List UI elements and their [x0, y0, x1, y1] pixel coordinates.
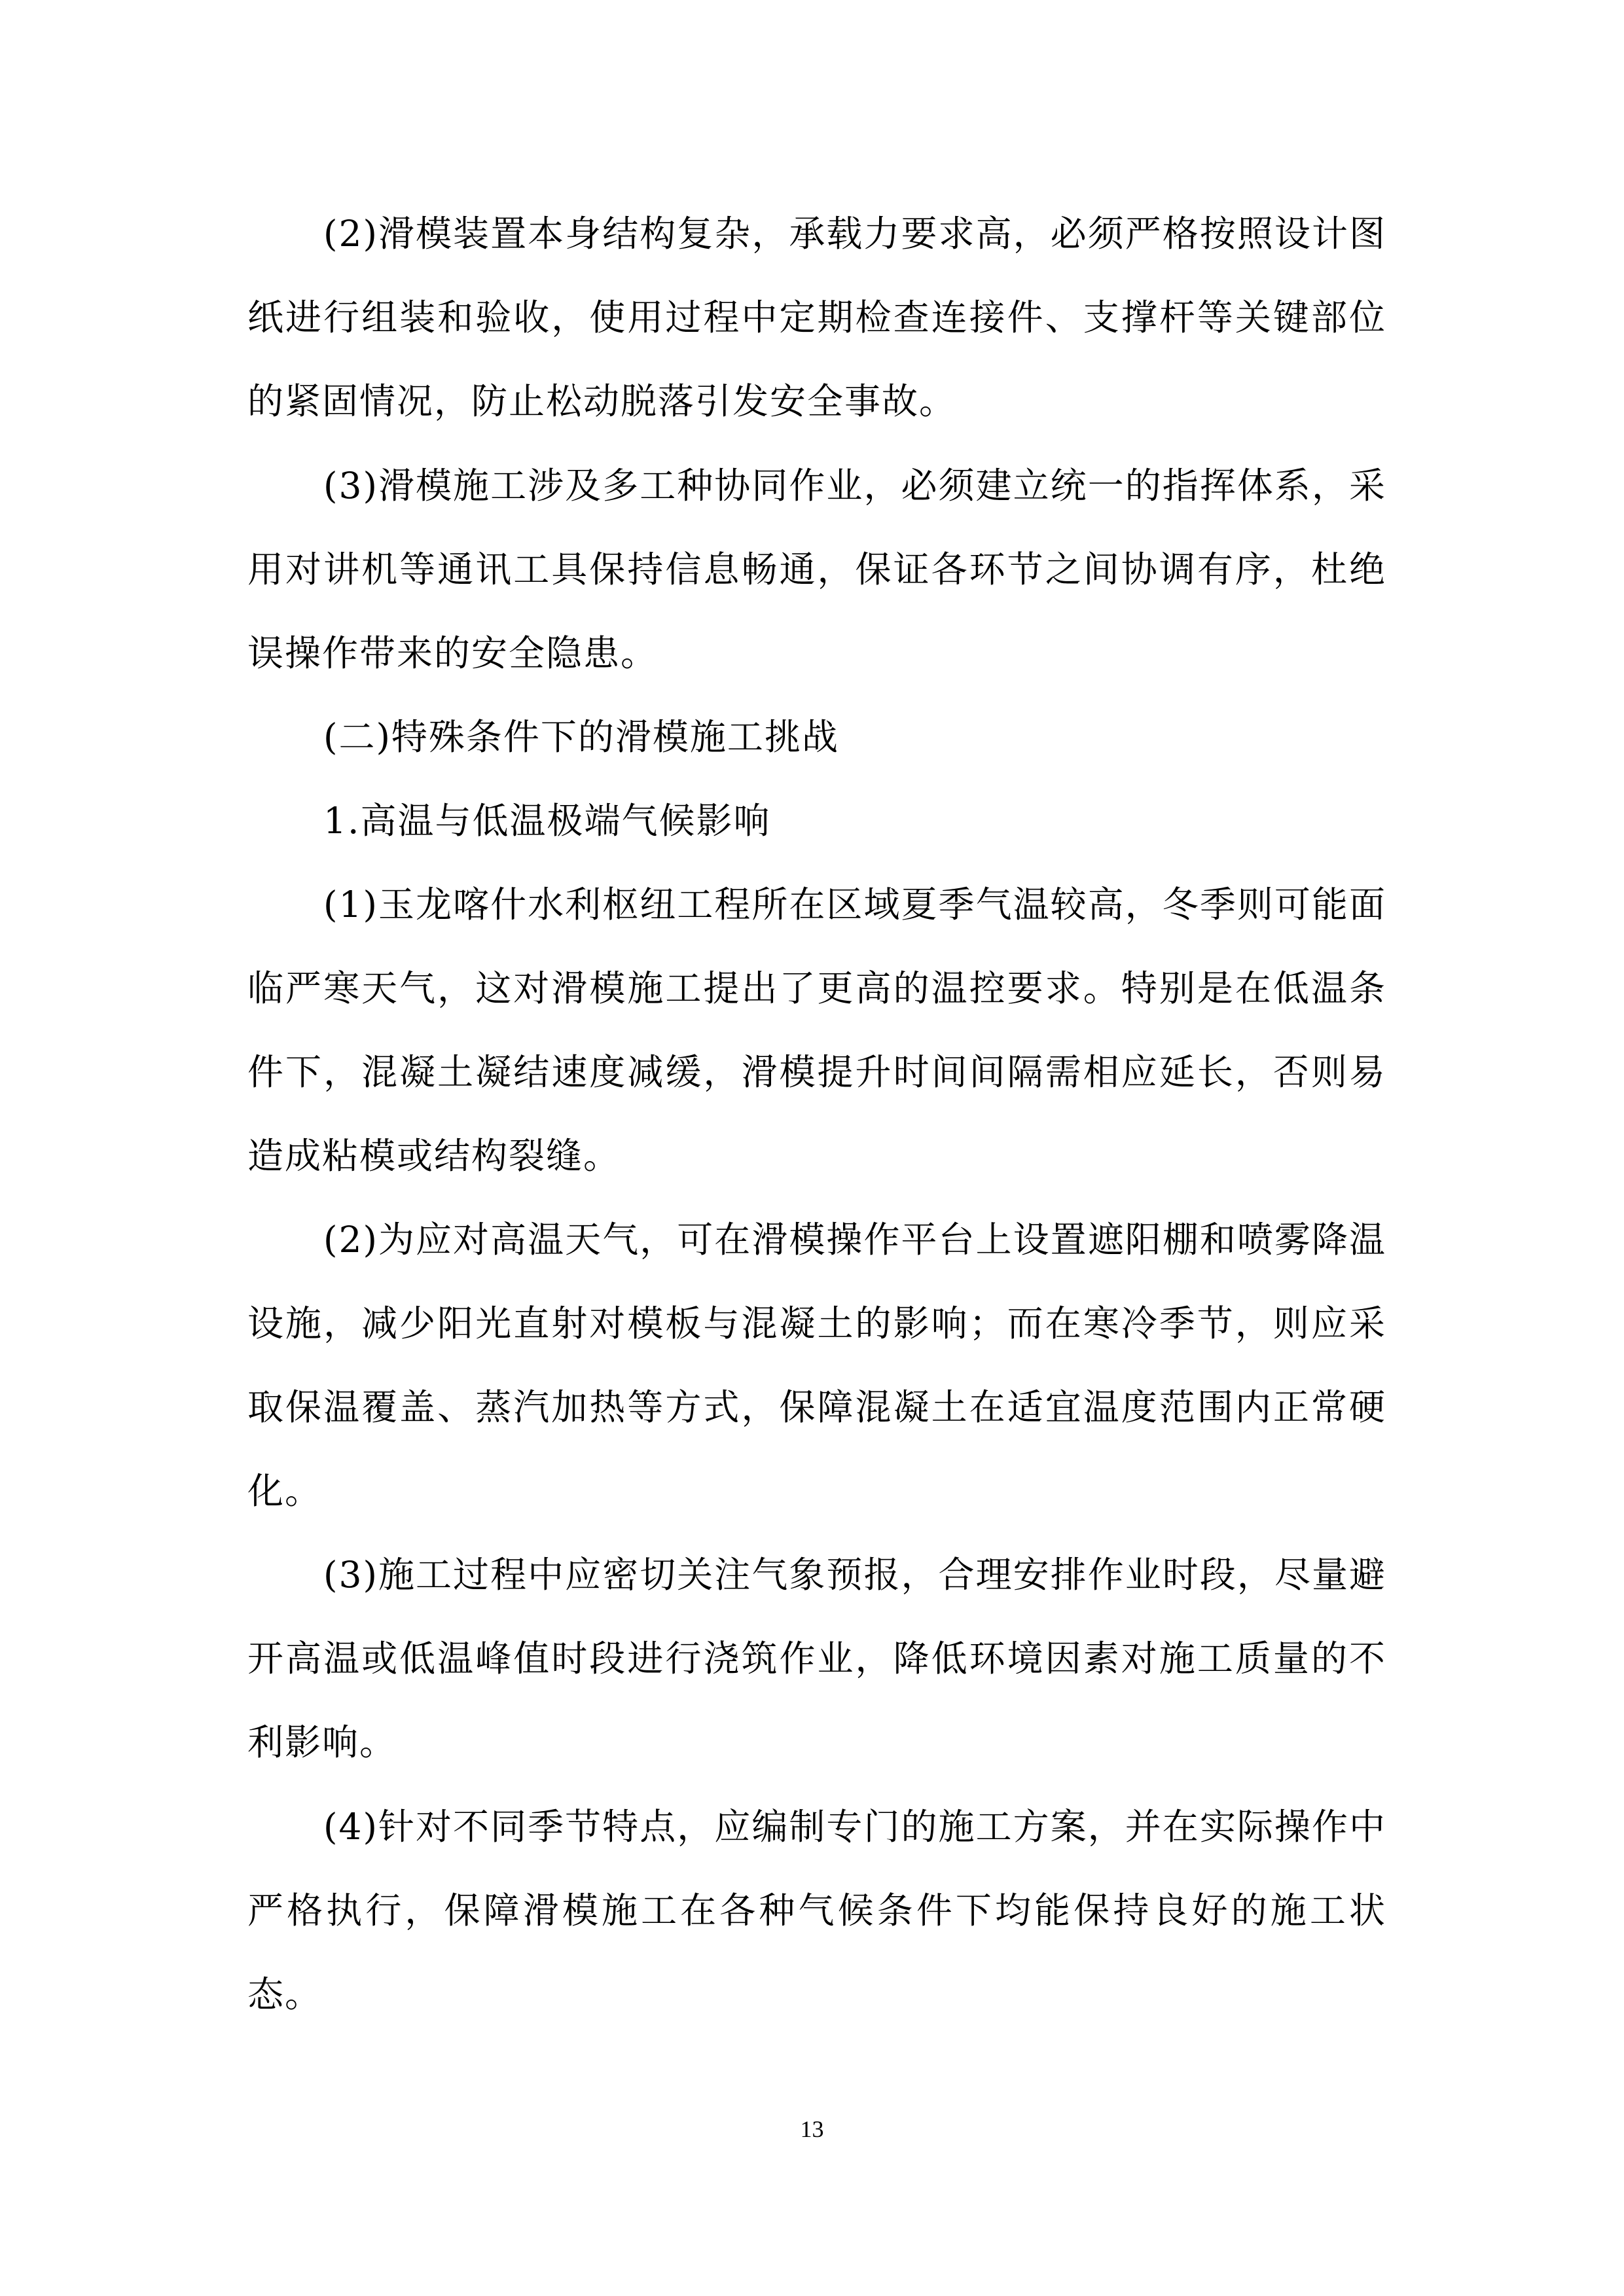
subsection-heading: 1.高温与低温极端气候影响 — [323, 800, 771, 842]
section-heading: (二)特殊条件下的滑模施工挑战 — [323, 716, 839, 758]
paragraph-5: (3)施工过程中应密切关注气象预报，合理安排作业时段，尽量避开高温或低温峰值时段进行浇筑作业，降低环境因素对施工质量的不利影响。 — [247, 1554, 1386, 1763]
paragraph-2: (3)滑模施工涉及多工种协同作业，必须建立统一的指挥体系，采用对讲机等通讯工具保持信息畅通，保证各环节之间协调有序，杜绝误操作带来的安全隐患。 — [247, 465, 1386, 674]
page-number: 13 — [800, 2116, 824, 2142]
paragraph-1: (2)滑模装置本身结构复杂，承载力要求高，必须严格按照设计图纸进行组装和验收，使用过程中定期检查连接件、支撑杆等关键部位的紧固情况，防止松动脱落引发安全事故。 — [247, 213, 1386, 422]
paragraph-6: (4)针对不同季节特点，应编制专门的施工方案，并在实际操作中严格执行，保障滑模施工在各种气候条件下均能保持良好的施工状态。 — [247, 1806, 1386, 2015]
paragraph-3: (1)玉龙喀什水利枢纽工程所在区域夏季气温较高，冬季则可能面临严寒天气，这对滑模施工提出了更高的温控要求。特别是在低温条件下，混凝土凝结速度减缓，滑模提升时间间隔需相应延长，否则易造成粘模或结构裂缝。 — [247, 884, 1386, 1177]
paragraph-4: (2)为应对高温天气，可在滑模操作平台上设置遮阳棚和喷雾降温设施，减少阳光直射对模板与混凝土的影响；而在寒冷季节，则应采取保温覆盖、蒸汽加热等方式，保障混凝土在适宜温度范围内正常硬化。 — [247, 1219, 1386, 1512]
